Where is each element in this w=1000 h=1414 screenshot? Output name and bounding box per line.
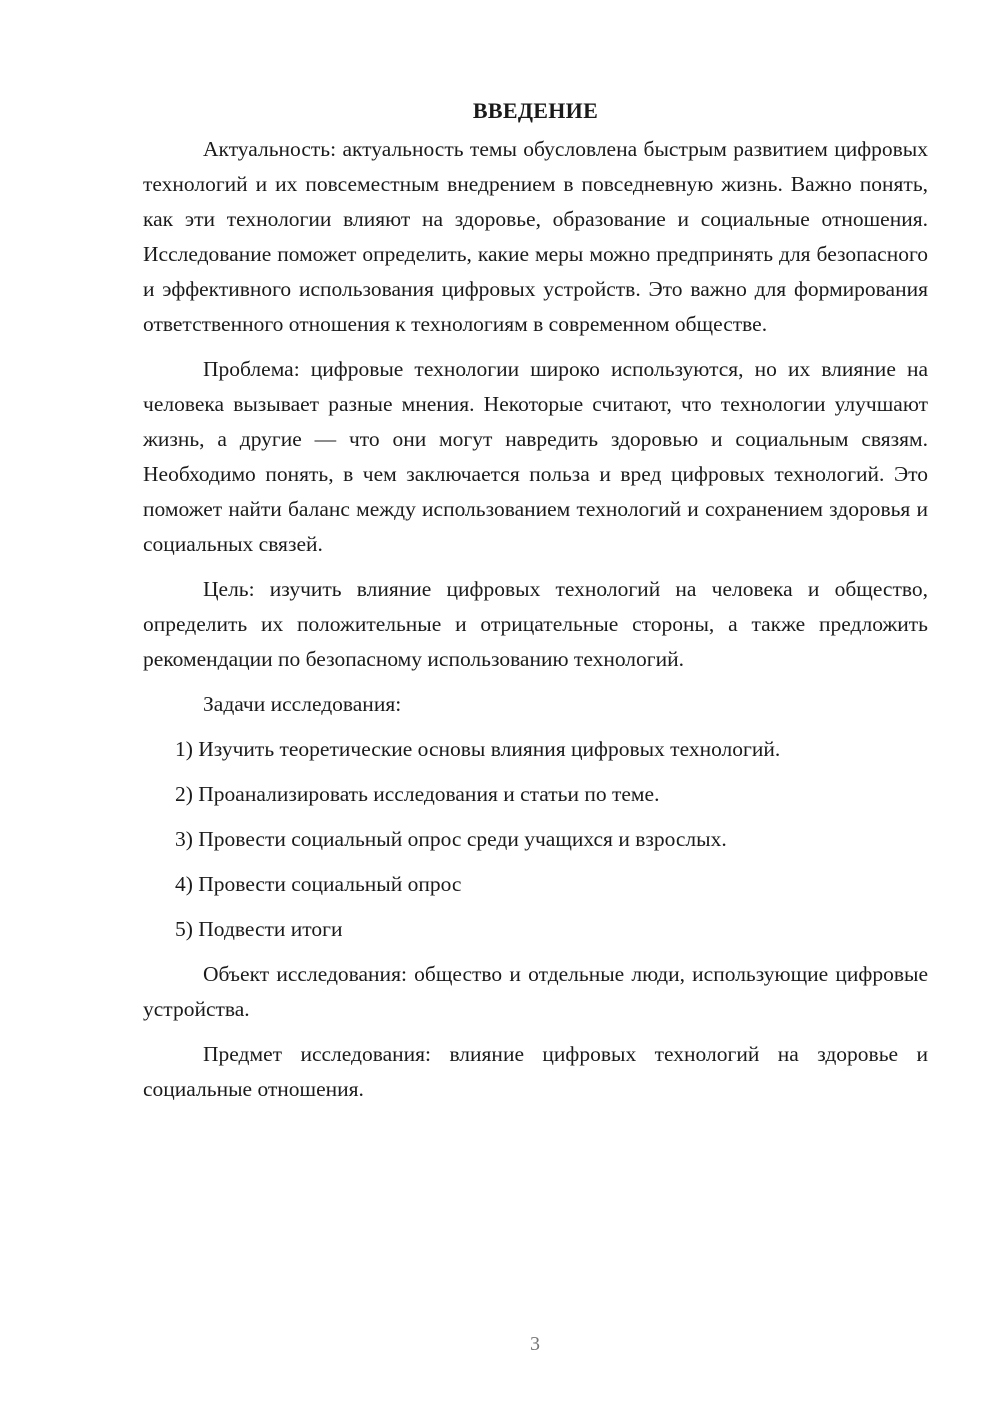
page-number: 3 (530, 1333, 540, 1355)
subject-paragraph: Предмет исследования: влияние цифровых технологий на здоровье и социальные отношения. (143, 1042, 928, 1101)
document-page (143, 92, 928, 1117)
task-item-1: 1) Изучить теоретические основы влияния цифровых технологий. (175, 737, 781, 761)
task-item-3: 3) Провести социальный опрос среди учащихся и взрослых. (175, 827, 727, 851)
task-list (143, 732, 928, 947)
section-title: ВВЕДЕНИЕ (472, 98, 599, 123)
object-paragraph: Объект исследования: общество и отдельные люди, использующие цифровые устройства. (143, 962, 928, 1021)
task-item-4: 4) Провести социальный опрос (175, 872, 462, 896)
relevance-paragraph: Актуальность: актуальность темы обусловлена быстрым развитием цифровых технологий и их повсеместным внедрением в повседневную жизнь. Важно понять, как эти технологии влияют на здоровье, образование и социальные отношения. Исследование поможет определить, какие меры можно предпринять для безопасного и эффективного использования цифровых устройств. Это важно для формирования ответственного отношения к технологиям в современном обществе. (143, 137, 928, 336)
tasks-heading: Задачи исследования: (203, 692, 402, 716)
goal-paragraph: Цель: изучить влияние цифровых технологий на человека и общество, определить их положительные и отрицательные стороны, а также предложить рекомендации по безопасному использованию технологий. (143, 577, 928, 671)
task-item-2: 2) Проанализировать исследования и статьи по теме. (175, 782, 660, 806)
task-item-5: 5) Подвести итоги (175, 917, 343, 941)
problem-paragraph: Проблема: цифровые технологии широко используются, но их влияние на человека вызывает разные мнения. Некоторые считают, что технологии улучшают жизнь, а другие — что они могут навредить здоровью и социальным связям. Необходимо понять, в чем заключается польза и вред цифровых технологий. Это поможет найти баланс между использованием технологий и сохранением здоровья и социальных связей. (143, 357, 928, 556)
